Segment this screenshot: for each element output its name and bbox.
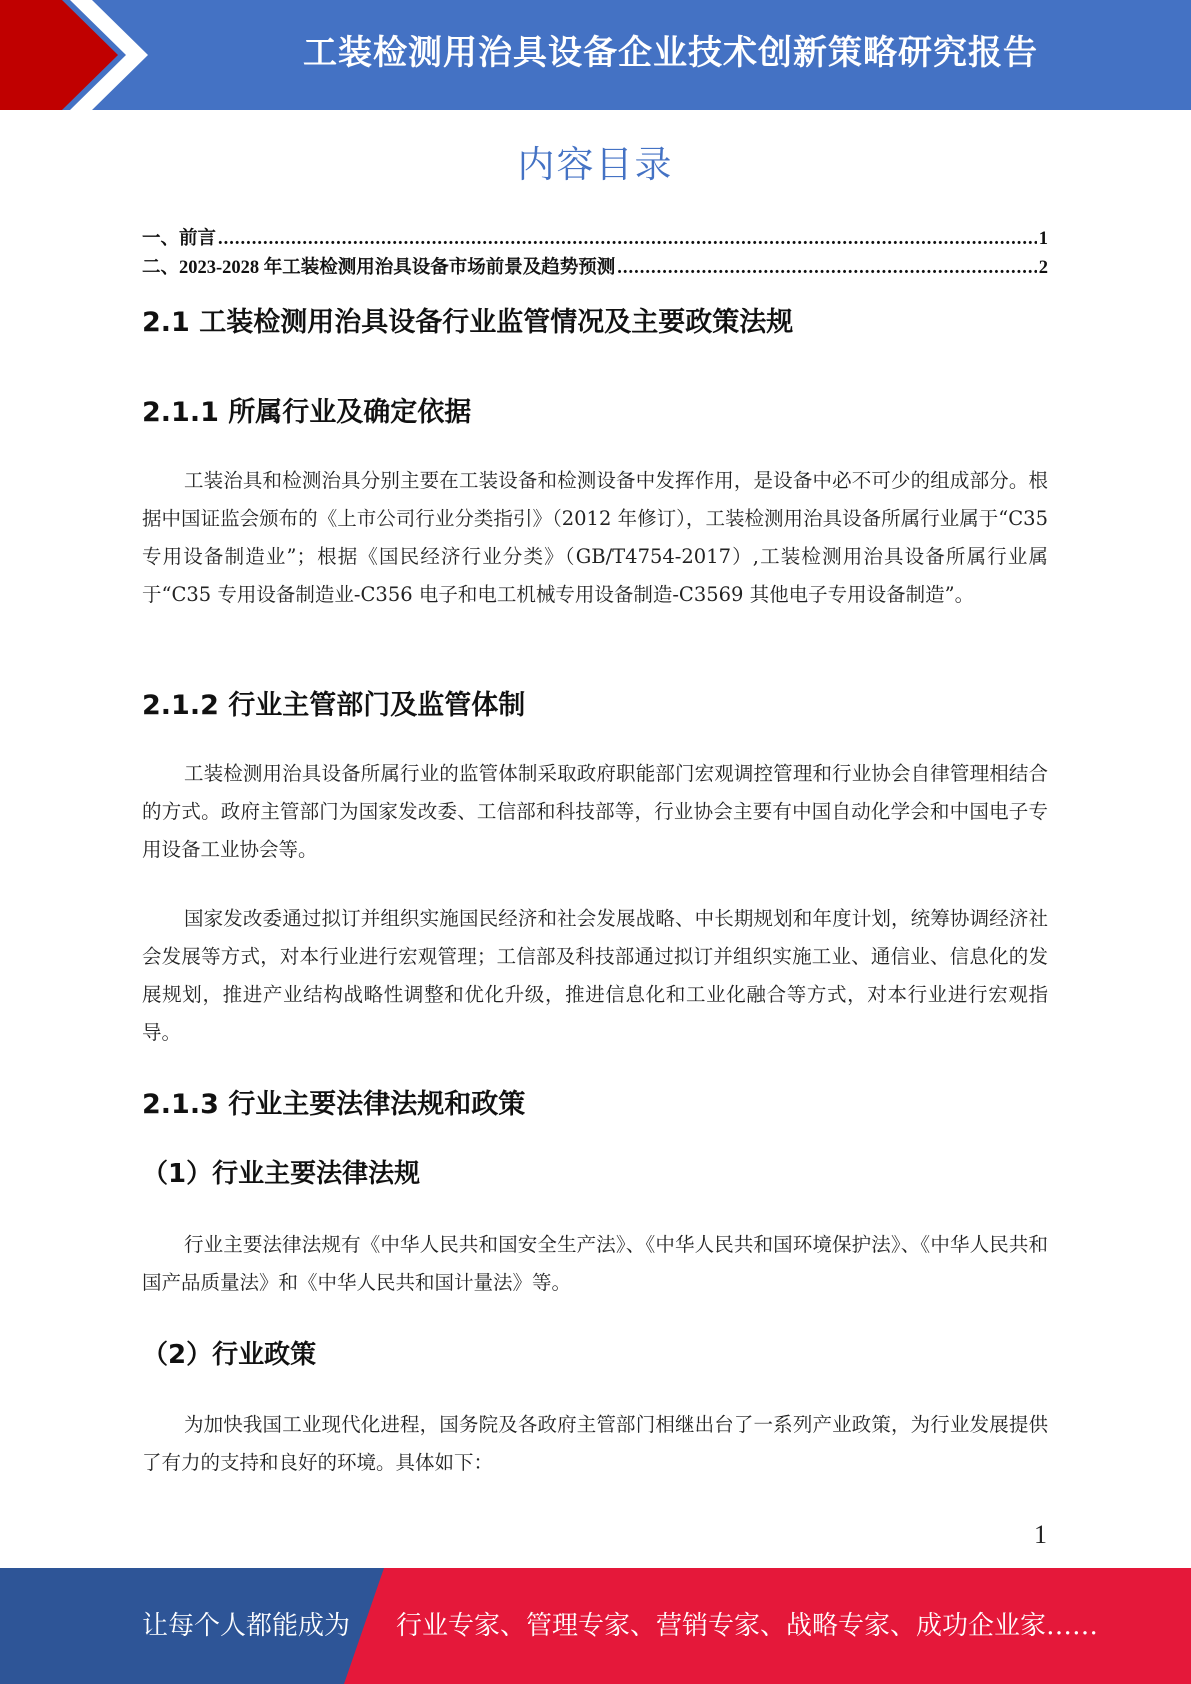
section-heading-2-1-2: 2.1.2 行业主管部门及监管体制 <box>142 690 526 721</box>
section-heading-2-1-1: 2.1.1 所属行业及确定依据 <box>142 397 472 428</box>
header-banner <box>0 0 1191 110</box>
paragraph: 工装治具和检测治具分别主要在工装设备和检测设备中发挥作用，是设备中必不可少的组成部分。根据中国证监会颁布的《上市公司行业分类指引》（2012 年修订），工装检测用治具设备所属行业属于“C35 专用设备制造业”；根据《国民经济行业分类》（GB/T4754-2017）,工装检测用治具设备所属行业属于“C35 专用设备制造业-C356 电子和电工机械专用设备制造-C3569 其他电子专用设备制造”。 <box>142 469 1048 606</box>
paragraph: 国家发改委通过拟订并组织实施国民经济和社会发展战略、中长期规划和年度计划，统筹协调经济社会发展等方式，对本行业进行宏观管理；工信部及科技部通过拟订并组织实施工业、通信业、信息化的发展规划，推进产业结构战略性调整和优化升级，推进信息化和工业化融合等方式，对本行业进行宏观指导。 <box>142 907 1048 1044</box>
header-arrow-decoration <box>0 0 150 110</box>
footer-slogan-right: 行业专家、管理专家、营销专家、战略专家、成功企业家…… <box>396 1611 1099 1641</box>
toc-leader-dots <box>218 229 1037 250</box>
report-title: 工装检测用治具设备企业技术创新策略研究报告 <box>303 33 1038 73</box>
toc-entry[interactable] <box>142 224 1048 253</box>
footer-slogan-left: 让每个人都能成为 <box>142 1611 351 1641</box>
table-of-contents <box>142 224 1048 282</box>
subsection-heading-laws: （1）行业主要法律法规 <box>142 1159 421 1189</box>
toc-title: 内容目录 <box>517 143 674 186</box>
toc-leader-dots <box>617 258 1036 279</box>
paragraph: 为加快我国工业现代化进程，国务院及各政府主管部门相继出台了一系列产业政策，为行业发展提供了有力的支持和良好的环境。具体如下： <box>142 1413 1048 1474</box>
paragraph: 工装检测用治具设备所属行业的监管体制采取政府职能部门宏观调控管理和行业协会自律管理相结合的方式。政府主管部门为国家发改委、工信部和科技部等，行业协会主要有中国自动化学会和中国电子专用设备工业协会等。 <box>142 762 1048 861</box>
toc-entry-text: 一、前言 <box>142 229 217 249</box>
section-heading-2-1-3: 2.1.3 行业主要法律法规和政策 <box>142 1089 526 1120</box>
section-heading-2-1: 2.1 工装检测用治具设备行业监管情况及主要政策法规 <box>142 307 794 338</box>
page-number: 1 <box>1034 1520 1047 1549</box>
subsection-heading-policies: （2）行业政策 <box>142 1340 317 1370</box>
paragraph: 行业主要法律法规有《中华人民共和国安全生产法》、《中华人民共和国环境保护法》、《中华人民共和国产品质量法》和《中华人民共和国计量法》等。 <box>142 1233 1048 1294</box>
toc-entry-page: 1 <box>1038 229 1048 249</box>
toc-entry[interactable] <box>142 253 1048 282</box>
toc-entry-text: 二、2023-2028 年工装检测用治具设备市场前景及趋势预测 <box>142 258 616 278</box>
toc-entry-page: 2 <box>1038 258 1048 278</box>
